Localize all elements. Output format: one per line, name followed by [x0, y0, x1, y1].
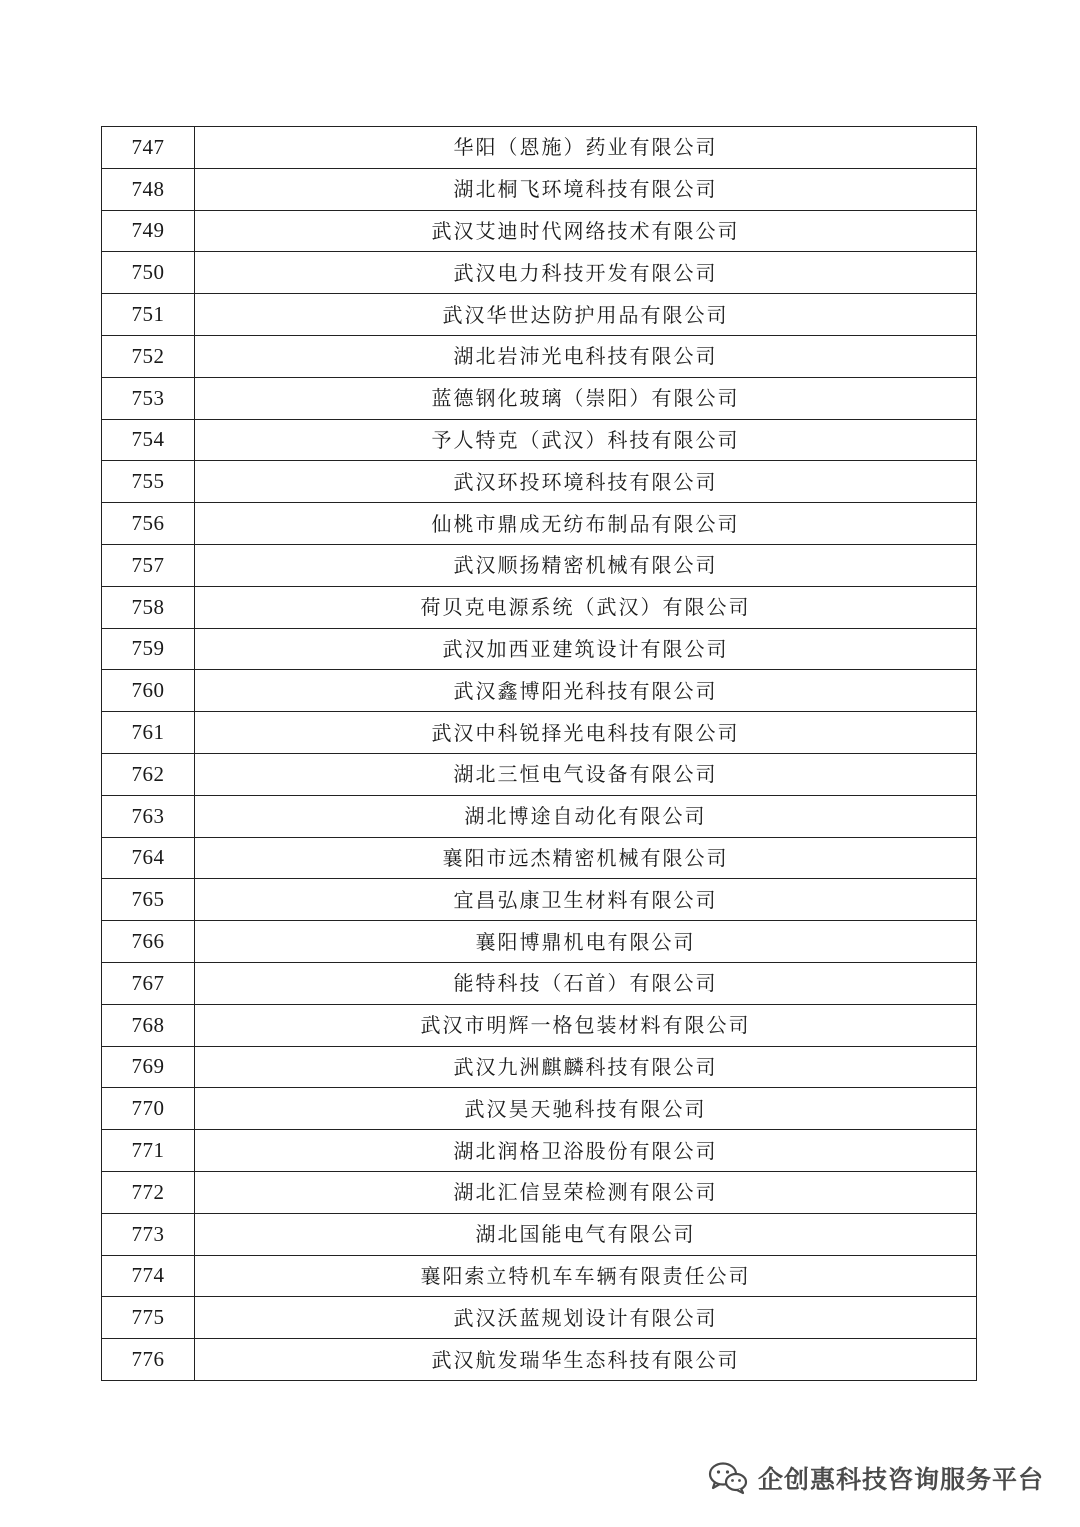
table-row: [102, 921, 977, 963]
table-row: [102, 1171, 977, 1213]
table-row: [102, 879, 977, 921]
company-name-cell: 武汉中科锐择光电科技有限公司: [195, 712, 977, 754]
table-row: [102, 837, 977, 879]
row-number-cell: 776: [102, 1339, 195, 1381]
row-number-cell: 762: [102, 753, 195, 795]
row-number-cell: 764: [102, 837, 195, 879]
table-row: [102, 461, 977, 503]
table-row: [102, 1255, 977, 1297]
row-number-cell: 759: [102, 628, 195, 670]
company-name-cell: 湖北桐飞环境科技有限公司: [195, 168, 977, 210]
table-row: [102, 544, 977, 586]
table-row: [102, 1339, 977, 1381]
table-row: [102, 335, 977, 377]
company-name-cell: 武汉顺扬精密机械有限公司: [195, 544, 977, 586]
table-row: [102, 210, 977, 252]
row-number-cell: 750: [102, 252, 195, 294]
company-list-table: [101, 126, 977, 1381]
row-number-cell: 763: [102, 795, 195, 837]
row-number-cell: 773: [102, 1213, 195, 1255]
company-name-cell: 武汉航发瑞华生态科技有限公司: [195, 1339, 977, 1381]
company-name-cell: 能特科技（石首）有限公司: [195, 962, 977, 1004]
table-row: [102, 1046, 977, 1088]
watermark-text: 企创惠科技咨询服务平台: [757, 1465, 1044, 1494]
row-number-cell: 774: [102, 1255, 195, 1297]
table-row: [102, 168, 977, 210]
row-number-cell: 758: [102, 586, 195, 628]
company-name-cell: 襄阳市远杰精密机械有限公司: [195, 837, 977, 879]
row-number-cell: 755: [102, 461, 195, 503]
row-number-cell: 751: [102, 294, 195, 336]
row-number-cell: 771: [102, 1130, 195, 1172]
table-body: [102, 127, 977, 1381]
row-number-cell: 768: [102, 1004, 195, 1046]
company-name-cell: 予人特克（武汉）科技有限公司: [195, 419, 977, 461]
company-name-cell: 武汉电力科技开发有限公司: [195, 252, 977, 294]
row-number-cell: 761: [102, 712, 195, 754]
row-number-cell: 765: [102, 879, 195, 921]
table-row: [102, 753, 977, 795]
table-row: [102, 294, 977, 336]
row-number-cell: 748: [102, 168, 195, 210]
company-name-cell: 湖北岩沛光电科技有限公司: [195, 335, 977, 377]
company-name-cell: 武汉昊天驰科技有限公司: [195, 1088, 977, 1130]
row-number-cell: 749: [102, 210, 195, 252]
company-name-cell: 蓝德钢化玻璃（崇阳）有限公司: [195, 377, 977, 419]
table-row: [102, 377, 977, 419]
company-name-cell: 襄阳索立特机车车辆有限责任公司: [195, 1255, 977, 1297]
company-name-cell: 武汉环投环境科技有限公司: [195, 461, 977, 503]
row-number-cell: 772: [102, 1171, 195, 1213]
row-number-cell: 747: [102, 127, 195, 169]
row-number-cell: 766: [102, 921, 195, 963]
company-name-cell: 湖北国能电气有限公司: [195, 1213, 977, 1255]
table-row: [102, 962, 977, 1004]
company-name-cell: 武汉加西亚建筑设计有限公司: [195, 628, 977, 670]
table-row: [102, 503, 977, 545]
company-name-cell: 宜昌弘康卫生材料有限公司: [195, 879, 977, 921]
table-row: [102, 1088, 977, 1130]
table-row: [102, 127, 977, 169]
company-name-cell: 华阳（恩施）药业有限公司: [195, 127, 977, 169]
row-number-cell: 775: [102, 1297, 195, 1339]
row-number-cell: 753: [102, 377, 195, 419]
company-name-cell: 武汉市明辉一格包装材料有限公司: [195, 1004, 977, 1046]
table-row: [102, 712, 977, 754]
company-name-cell: 武汉艾迪时代网络技术有限公司: [195, 210, 977, 252]
row-number-cell: 752: [102, 335, 195, 377]
table-row: [102, 419, 977, 461]
company-name-cell: 湖北汇信昱荣检测有限公司: [195, 1171, 977, 1213]
table-row: [102, 628, 977, 670]
row-number-cell: 757: [102, 544, 195, 586]
company-name-cell: 湖北润格卫浴股份有限公司: [195, 1130, 977, 1172]
company-name-cell: 襄阳博鼎机电有限公司: [195, 921, 977, 963]
company-name-cell: 荷贝克电源系统（武汉）有限公司: [195, 586, 977, 628]
row-number-cell: 756: [102, 503, 195, 545]
company-name-cell: 武汉九洲麒麟科技有限公司: [195, 1046, 977, 1088]
watermark: [708, 1460, 1044, 1496]
company-name-cell: 仙桃市鼎成无纺布制品有限公司: [195, 503, 977, 545]
row-number-cell: 760: [102, 670, 195, 712]
table-row: [102, 252, 977, 294]
row-number-cell: 754: [102, 419, 195, 461]
table-row: [102, 1297, 977, 1339]
wechat-icon: [708, 1461, 748, 1495]
company-name-cell: 湖北三恒电气设备有限公司: [195, 753, 977, 795]
company-name-cell: 武汉华世达防护用品有限公司: [195, 294, 977, 336]
table-row: [102, 1004, 977, 1046]
company-name-cell: 武汉沃蓝规划设计有限公司: [195, 1297, 977, 1339]
row-number-cell: 767: [102, 962, 195, 1004]
table-row: [102, 795, 977, 837]
table-row: [102, 1130, 977, 1172]
table-row: [102, 670, 977, 712]
row-number-cell: 769: [102, 1046, 195, 1088]
row-number-cell: 770: [102, 1088, 195, 1130]
company-name-cell: 湖北博途自动化有限公司: [195, 795, 977, 837]
table-row: [102, 586, 977, 628]
company-name-cell: 武汉鑫博阳光科技有限公司: [195, 670, 977, 712]
table-row: [102, 1213, 977, 1255]
